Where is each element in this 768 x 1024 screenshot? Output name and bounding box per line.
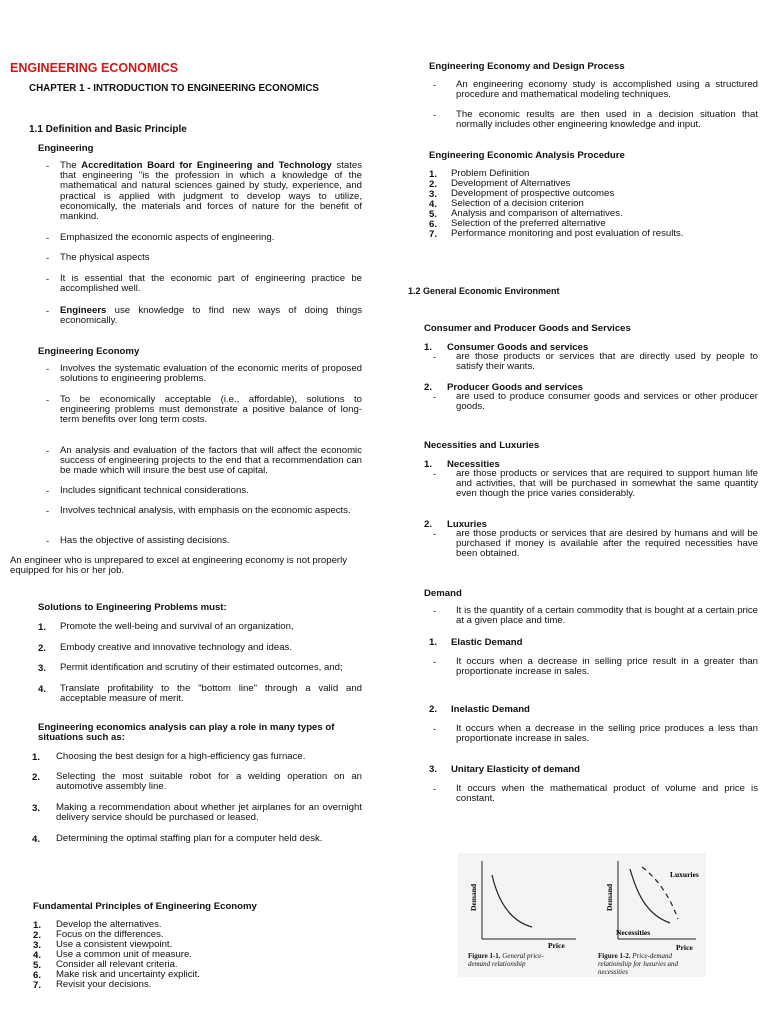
section-heading-1-2: 1.2 General Economic Environment [408,286,560,296]
demand-heading: Demand [424,588,462,599]
consumer-goods-title: Consumer Goods and services [447,342,589,353]
luxuries-title: Luxuries [447,519,487,530]
engineering-economy-heading: Engineering Economy [38,346,140,357]
fig2-luxuries-label: Luxuries [670,870,699,879]
document-title: ENGINEERING ECONOMICS [10,61,179,75]
necessities-heading: Necessities and Luxuries [424,440,540,451]
goods-heading: Consumer and Producer Goods and Services [424,323,631,334]
necessities-title: Necessities [447,459,500,470]
section-heading-1-1: 1.1 Definition and Basic Principle [29,124,187,135]
design-process-heading: Engineering Economy and Design Process [429,61,625,72]
unitary-demand-title: Unitary Elasticity of demand [451,764,581,775]
price-demand-figure [458,853,706,977]
chapter-heading: CHAPTER 1 - INTRODUCTION TO ENGINEERING ECONOMICS [29,83,319,94]
inelastic-demand-title: Inelastic Demand [451,704,530,715]
fig1-caption: Figure 1-1. General price-demand relationship [468,952,544,968]
fig1-ylabel: Demand [469,883,478,911]
fig2-ylabel: Demand [605,883,614,911]
solutions-heading: Solutions to Engineering Problems must: [38,602,227,613]
fig2-necessities-curve [630,869,670,923]
principles-heading: Fundamental Principles of Engineering Economy [33,901,257,912]
fig2-xlabel: Price [676,943,693,952]
engineer-note: An engineer who is unprepared to excel at engineering economy is not properly equipped for his or her job. [10,555,348,577]
procedure-heading: Engineering Economic Analysis Procedure [429,150,625,161]
producer-goods-title: Producer Goods and services [447,382,583,393]
fig1-demand-curve [492,875,532,927]
fig1-xlabel: Price [548,941,565,950]
elastic-demand-title: Elastic Demand [451,637,523,648]
analysis-roles-heading: Engineering economics analysis can play a role in many types of situations such as: [38,722,335,744]
fig2-caption: Figure 1-2. Price-demand relationship for luxuries and necessities [598,952,679,976]
fig2-necessities-label: Necessities [616,928,651,937]
engineering-heading: Engineering [38,143,94,154]
